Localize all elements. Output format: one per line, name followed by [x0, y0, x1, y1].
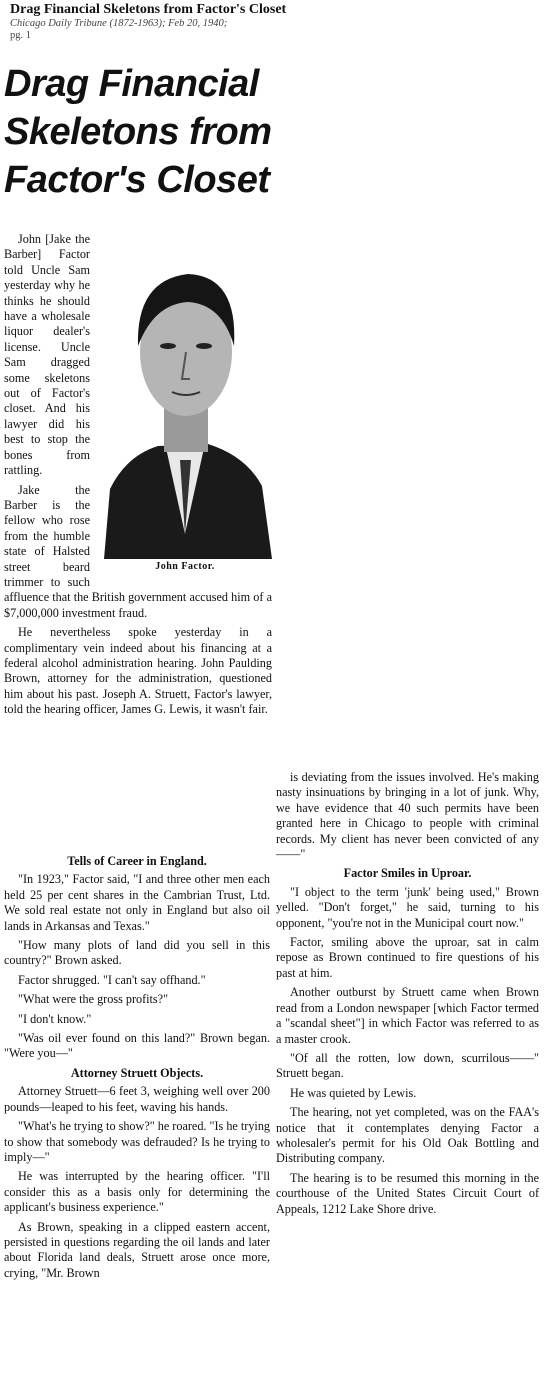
subheading: Tells of Career in England. [67, 854, 207, 868]
paragraph: As Brown, speaking in a clipped eastern accent, persisted in questions regarding the oil lands and later about Florida land deals, Struett arose once more, crying, "Mr. Brown [4, 1219, 270, 1280]
source-line: Chicago Daily Tribune (1872-1963); Feb 20, 1940; [10, 18, 228, 29]
subheading: Attorney Struett Objects. [70, 1065, 204, 1080]
portrait-image [96, 234, 274, 559]
paragraph: "Of all the rotten, low down, scurrilous——" Struett began. [276, 1050, 539, 1081]
paragraph: Another outburst by Struett came when Brown read from a London newspaper [which Factor termed a "scandal sheet"] in which Factor was referred to as a master crook. [276, 985, 539, 1046]
paragraph: The hearing, not yet completed, was on the FAA's notice that it contemplates denying Factor a wholesaler's permit for his Old Oak Bottling and Distributing company. [276, 1105, 539, 1166]
headline-line-2: Skeletons from [4, 111, 272, 153]
paragraph: "I don't know." [18, 1011, 92, 1026]
paragraph: John [Jake the Barber] Factor told Uncle Sam yesterday why he thinks he should have a wholesale liquor dealer's license. Uncle Sam dragged some skeletons out of Factor's closet. And his lawyer did his best to stop the bones from rattling. [4, 232, 90, 478]
paragraph: "What were the gross profits?" [18, 992, 169, 1007]
paragraph: "I object to the term 'junk' being used," Brown yelled. "Don't forget," he said, turning to his opponent, "you're not in the Municipal court now." [276, 884, 539, 930]
column-c [276, 770, 539, 1221]
paragraph: "In 1923," Factor said, "I and three other men each held 25 per cent shares in the Cambrian Trust, Ltd. We sold real estate not only in England but also oil lands in Arkansas and Texas." [4, 872, 270, 933]
headline-line-1: Drag Financial [4, 63, 259, 105]
paragraph: He was quieted by Lewis. [290, 1085, 417, 1100]
column-b [4, 850, 270, 1285]
paragraph: is deviating from the issues involved. He's making nasty insinuations by bringing in a lot of junk. Why, we have evidence that 40 such permits have been granted here in Chicago to people with criminal records. My client has never been convicted of any——" [276, 770, 539, 862]
paragraph: "Was oil ever found on this land?" Brown began. "Were you—" [4, 1031, 270, 1061]
article-title-line: Drag Financial Skeletons from Factor's Closet [10, 2, 287, 17]
paragraph: He was interrupted by the hearing officer. "I'll consider this as a basis only for determining the applicant's business experience." [4, 1169, 270, 1215]
column-a [4, 232, 272, 722]
paragraph: Jake the Barber is the fellow who rose from the humble state of Halsted street beard trimmer to such affluence that the British government accused him of a $7,000,000 investment fraud. [4, 482, 272, 620]
paragraph: Factor, smiling above the uproar, sat in calm repose as Brown continued to fire questions of his past at him. [276, 935, 539, 980]
photo-caption: John Factor. [155, 560, 215, 572]
headline-line-3: Factor's Closet [4, 159, 270, 201]
paragraph: Factor shrugged. "I can't say offhand." [18, 972, 206, 987]
paragraph: "How many plots of land did you sell in this country?" Brown asked. [4, 938, 270, 968]
subheading: Factor Smiles in Uproar. [343, 866, 472, 881]
paragraph: "What's he trying to show?" he roared. "Is he trying to show that somebody was defrauded? Is he trying to imply—" [4, 1119, 271, 1164]
article-metadata [10, 2, 540, 42]
headline [4, 60, 274, 204]
paragraph: He nevertheless spoke yesterday in a complimentary vein indeed about his financing at a federal alcohol administration hearing. John Paulding Brown, attorney for the administration, questioned him about his past. Joseph A. Struett, Factor's lawyer, told the hearing officer, James G. Lewis, it wasn't fair. [4, 625, 272, 717]
page-number: pg. 1 [10, 30, 31, 41]
paragraph: The hearing is to be resumed this morning in the courthouse of the United States Circuit Court of Appeals, 1212 Lake Shore drive. [276, 1170, 539, 1216]
portrait-photo [96, 234, 274, 574]
paragraph: Attorney Struett—6 feet 3, weighing well over 200 pounds—leaped to his feet, waving his hands. [4, 1084, 270, 1114]
